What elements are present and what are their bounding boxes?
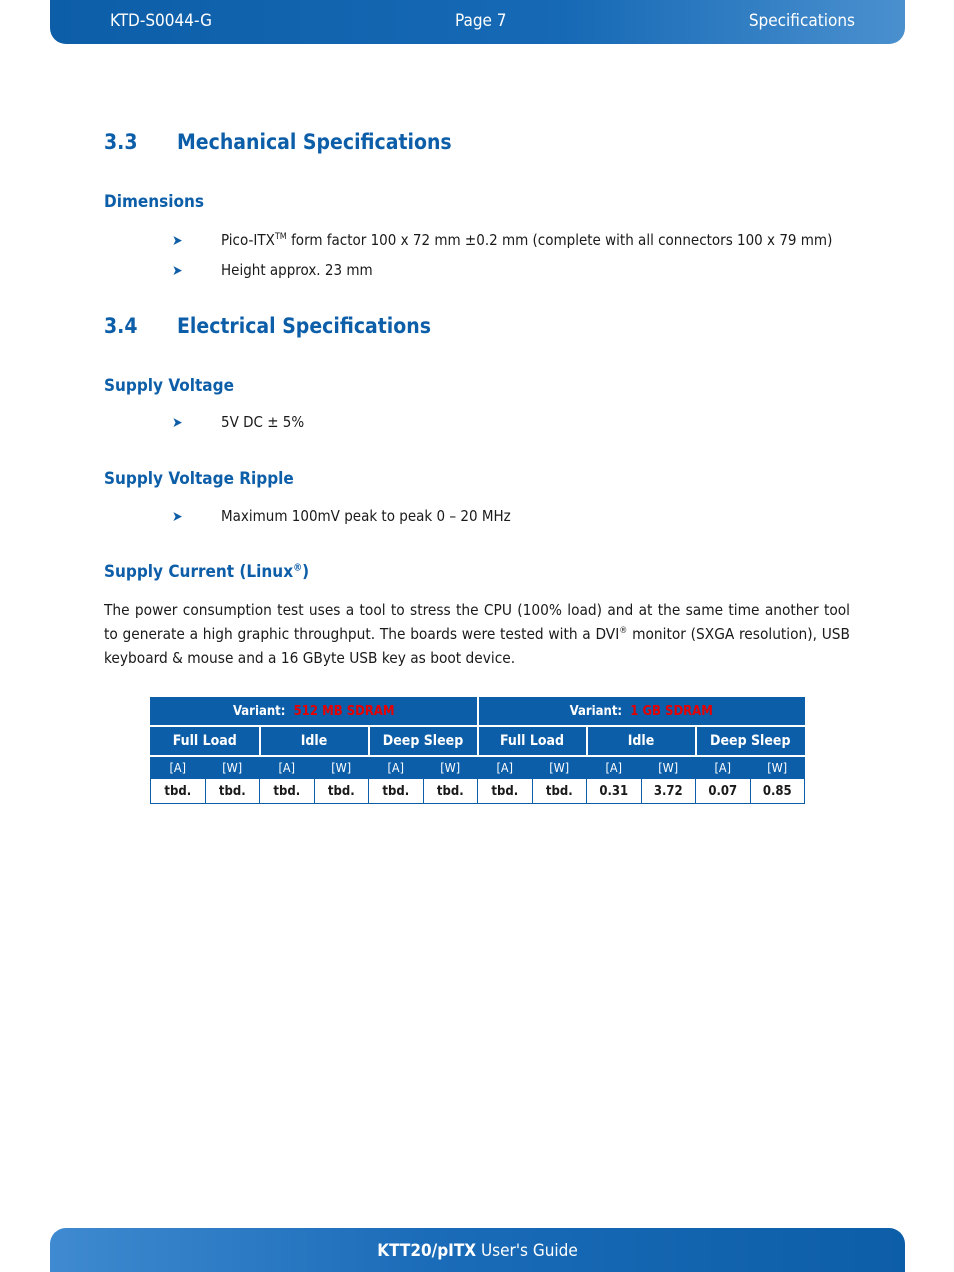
value-cell: 0.31 <box>587 779 642 804</box>
section-number: 3.3 <box>104 130 138 154</box>
section-number: 3.4 <box>104 314 138 338</box>
page-number: Page 7 <box>455 11 507 31</box>
value-cell: tbd. <box>205 779 260 804</box>
mode-cell: Deep Sleep <box>696 726 805 756</box>
memory-variant: 1 GB SDRAM <box>630 704 713 719</box>
table-row-values <box>151 779 805 804</box>
value-cell: 3.72 <box>641 779 696 804</box>
product-name: KTT20/pITX <box>377 1241 477 1261</box>
unit-cell: [W] <box>750 756 805 779</box>
subtitle-supply-voltage: Supply Voltage <box>104 376 234 396</box>
section-title-electrical <box>104 314 431 338</box>
mode-cell: Full Load <box>151 726 260 756</box>
bullet-supply-ripple: ➤ Maximum 100mV peak to peak 0 – 20 MHz <box>172 507 511 525</box>
value-cell: tbd. <box>369 779 424 804</box>
unit-cell: [W] <box>314 756 369 779</box>
unit-cell: [A] <box>151 756 206 779</box>
value-cell: tbd. <box>423 779 478 804</box>
unit-cell: [W] <box>641 756 696 779</box>
section-heading: Electrical Specifications <box>177 314 431 338</box>
value-cell: tbd. <box>532 779 587 804</box>
mode-cell: Idle <box>260 726 369 756</box>
bullet-supply-voltage: ➤ 5V DC ± 5% <box>172 413 305 431</box>
table-row-modes <box>151 726 805 756</box>
bullet-height: ➤ Height approx. 23 mm <box>172 261 373 279</box>
unit-cell: [A] <box>478 756 533 779</box>
mode-cell: Full Load <box>478 726 587 756</box>
unit-cell: [W] <box>423 756 478 779</box>
value-cell: tbd. <box>314 779 369 804</box>
table-row-variant <box>151 698 805 727</box>
unit-cell: [W] <box>205 756 260 779</box>
doc-id: KTD-S0044-G <box>110 11 212 31</box>
page-header <box>50 0 905 44</box>
page-footer <box>50 1228 905 1272</box>
chapter-name: Specifications <box>748 11 855 31</box>
section-title-mechanical <box>104 130 452 154</box>
table-row-units <box>151 756 805 779</box>
arrow-bullet-icon: ➤ <box>172 263 183 279</box>
bullet-form-factor: ➤ Pico-ITX™ form factor 100 x 72 mm ±0.2 mm (complete with all connectors 100 x 79 mm) <box>172 231 833 249</box>
memory-variant: 512 MB SDRAM <box>293 704 395 719</box>
section-heading: Mechanical Specifications <box>177 130 452 154</box>
subtitle-dimensions: Dimensions <box>104 192 204 212</box>
arrow-bullet-icon: ➤ <box>172 415 183 431</box>
unit-cell: [A] <box>260 756 315 779</box>
value-cell: tbd. <box>151 779 206 804</box>
unit-cell: [W] <box>532 756 587 779</box>
variant-cell: Variant: 1 GB SDRAM <box>478 698 805 727</box>
value-cell: tbd. <box>478 779 533 804</box>
mode-cell: Idle <box>587 726 696 756</box>
unit-cell: [A] <box>696 756 751 779</box>
variant-cell: Variant: 512 MB SDRAM <box>151 698 478 727</box>
power-test-description: The power consumption test uses a tool to stress the CPU (100% load) and at the same time another tool to generate a high graphic throughput. The boards were tested with a DVI® monitor (SXGA resolution), USB keyboard & mouse and a 16 GByte USB key as boot device. <box>104 601 850 667</box>
arrow-bullet-icon: ➤ <box>172 509 183 525</box>
footer-title: KTT20/pITX User's Guide <box>377 1241 578 1261</box>
arrow-bullet-icon: ➤ <box>172 233 183 249</box>
unit-cell: [A] <box>587 756 642 779</box>
value-cell: 0.07 <box>696 779 751 804</box>
mode-cell: Deep Sleep <box>369 726 478 756</box>
value-cell: tbd. <box>260 779 315 804</box>
subtitle-supply-ripple: Supply Voltage Ripple <box>104 469 294 489</box>
value-cell: 0.85 <box>750 779 805 804</box>
unit-cell: [A] <box>369 756 424 779</box>
subtitle-supply-current: Supply Current (Linux®) <box>104 562 310 582</box>
power-consumption-table <box>150 697 805 804</box>
